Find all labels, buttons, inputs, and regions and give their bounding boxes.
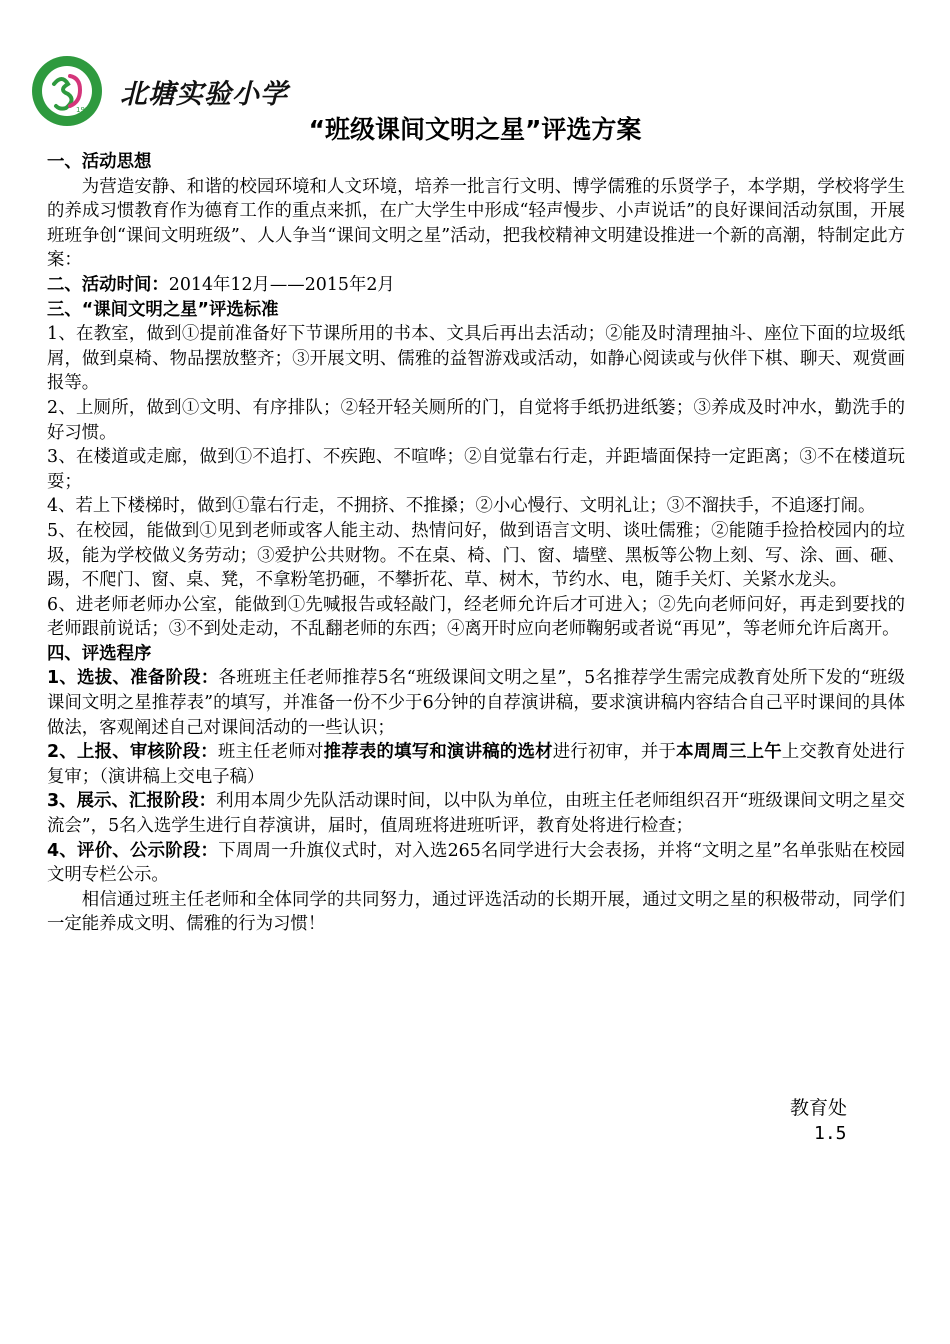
school-name: 北塘实验小学: [120, 79, 288, 110]
procedure-step-2: [47, 740, 905, 789]
step-2-label: 2、上报、审核阶段：: [47, 742, 218, 763]
criteria-item-2: 2、上厕所，做到①文明、有序排队；②轻开轻关厕所的门，自觉将手纸扔进纸篓；③养成及时冲水，勤洗手的好习惯。: [47, 397, 905, 443]
document-body: [47, 150, 905, 937]
section-4-heading: 四、评选程序: [47, 643, 152, 664]
step-4-text: 下周周一升旗仪式时，对入选265名同学进行大会表扬，并将“文明之星”名单张贴在校园文明专栏公示。: [47, 840, 905, 886]
step-3-text: 利用本周少先队活动课时间，以中队为单位，由班主任老师组织召开“班级课间文明之星交流会”，5名入选学生进行自荐演讲，届时，值周班将进班听评，教育处将进行检查；: [47, 791, 905, 837]
section-1-heading: 一、活动思想: [47, 152, 152, 172]
step-4-label: 4、评价、公示阶段：: [47, 840, 219, 861]
procedure-step-3: [47, 789, 905, 838]
document-title: “班级课间文明之星”评选方案: [308, 115, 642, 144]
step-2-text-a: 班主任老师对: [217, 742, 324, 763]
section-2: [47, 273, 905, 298]
criteria-item-1: 1、在教室，做到①提前准备好下节课所用的书本、文具后再出去活动；②能及时清理抽斗、座位下面的垃圾纸屑，做到桌椅、物品摆放整齐；③开展文明、儒雅的益智游戏或活动，如静心阅读或与伙伴下棋、聊天、观赏画报等。: [47, 324, 905, 394]
section-2-text: 2014年12月——2015年2月: [168, 274, 395, 295]
logo-year: 1958: [76, 106, 94, 114]
signature-block: [790, 1095, 847, 1147]
step-3-label: 3、展示、汇报阶段：: [47, 791, 217, 812]
step-2-text-b: 进行初审，并于: [552, 742, 677, 763]
procedure-step-1: [47, 666, 905, 740]
step-1-text: 各班班主任老师推荐5名“班级课间文明之星”，5名推荐学生需完成教育处所下发的“班级课间文明之星推荐表”的填写，并准备一份不少于6分钟的自荐演讲稿，要求演讲稿内容结合自己平时课间的具体做法，客观阐述自己对课间活动的一些认识；: [47, 668, 905, 738]
signature-dept: 教育处: [790, 1097, 848, 1119]
signature-date: 1.5: [814, 1123, 847, 1144]
section-1-body: 为营造安静、和谐的校园环境和人文环境，培养一批言行文明、博学儒雅的乐贤学子，本学期，学校将学生的养成习惯教育作为德育工作的重点来抓，在广大学生中形成“轻声慢步、小声说话”的良好课间活动氛围，开展班班争创“课间文明班级”、人人争当“课间文明之星”活动，把我校精神文明建设推进一个新的高潮，特制定此方案：: [47, 176, 905, 271]
criteria-item-4: 4、若上下楼梯时，做到①靠右行走，不拥挤、不推搡；②小心慢行、文明礼让；③不溜扶手，不追逐打闹。: [47, 496, 876, 517]
closing-paragraph: 相信通过班主任老师和全体同学的共同努力，通过评选活动的长期开展，通过文明之星的积极带动，同学们一定能养成文明、儒雅的行为习惯！: [47, 889, 905, 935]
section-2-heading: 二、活动时间：: [47, 274, 169, 295]
step-2-text-c: 上交教育处进行复审；（演讲稿上交电子稿）: [47, 742, 905, 787]
procedure-step-4: [47, 839, 905, 888]
criteria-item-3: 3、在楼道或走廊，做到①不追打、不疾跑、不喧哗；②自觉靠右行走，并距墙面保持一定距离；③不在楼道玩耍；: [47, 447, 905, 492]
criteria-item-5: 5、在校园，能做到①见到老师或客人能主动、热情问好，做到语言文明、谈吐儒雅；②能随手捡拾校园内的垃圾，能为学校做义务劳动；③爱护公共财物。不在桌、椅、门、窗、墙壁、黑板等公物上刻、写、涂、画、砸、踢，不爬门、窗、桌、凳，不拿粉笔扔砸，不攀折花、草、树木，节约水、电，随手关灯、关紧水龙头。: [47, 520, 905, 591]
criteria-item-6: 6、进老师老师办公室，能做到①先喊报告或轻敲门，经老师允许后才可进入；②先向老师问好，再走到要找的老师跟前说话；③不到处走动，不乱翻老师的东西；④离开时应向老师鞠躬或者说“再见”，等老师允许后离开。: [47, 594, 905, 640]
step-2-bold-a: 推荐表的填写和演讲稿的选材: [323, 742, 553, 763]
step-2-bold-b: 本周周三上午: [676, 742, 782, 763]
step-1-label: 1、选拔、准备阶段：: [47, 668, 219, 689]
section-3-heading: 三、“课间文明之星”评选标准: [47, 299, 279, 320]
